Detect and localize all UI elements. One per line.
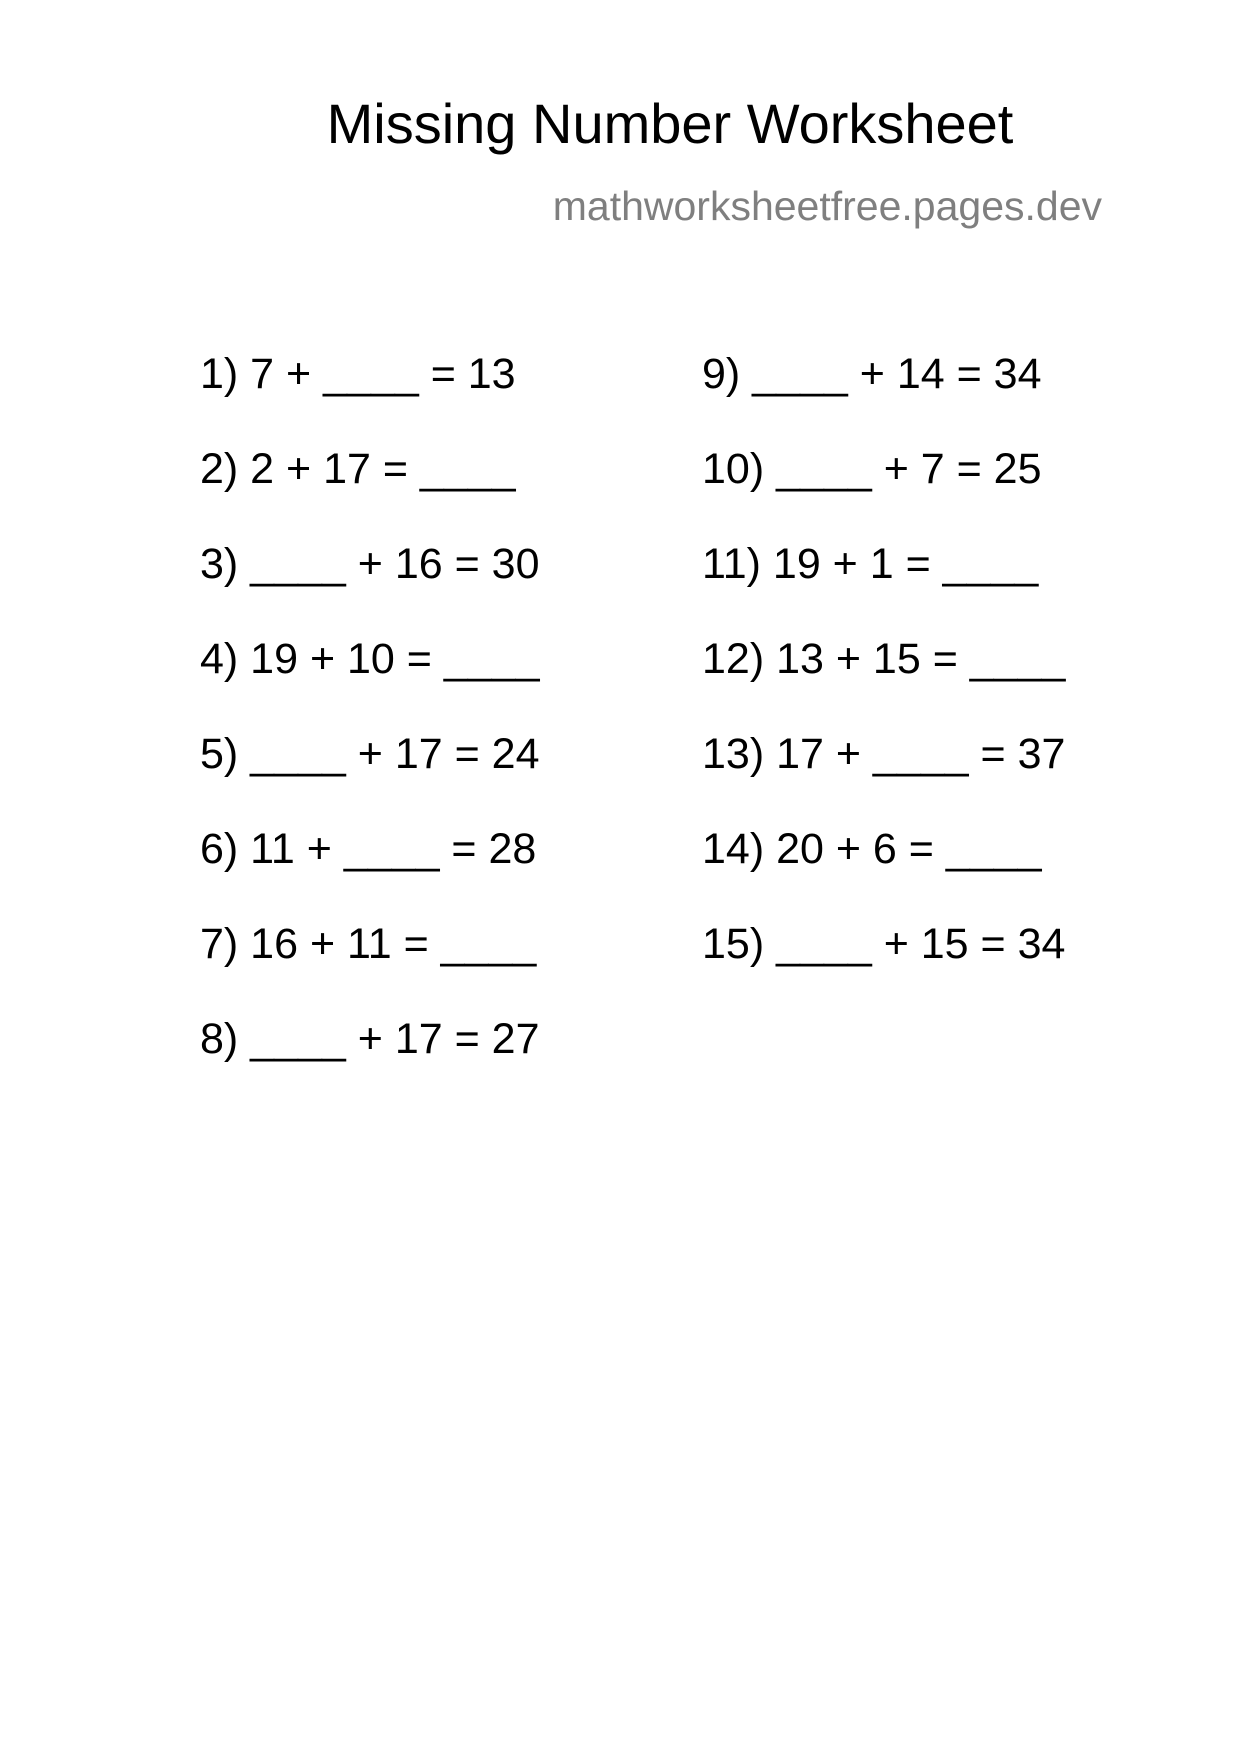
problem-14: 14) 20 + 6 = ____ (702, 825, 1042, 873)
source-url: mathworksheetfree.pages.dev (552, 183, 1102, 229)
page-title: Missing Number Worksheet (326, 92, 1014, 155)
problem-10: 10) ____ + 7 = 25 (702, 445, 1042, 493)
problem-4: 4) 19 + 10 = ____ (200, 635, 540, 683)
problem-1: 1) 7 + ____ = 13 (200, 350, 516, 398)
problem-5: 5) ____ + 17 = 24 (200, 730, 540, 778)
problem-6: 6) 11 + ____ = 28 (200, 825, 537, 873)
problem-15: 15) ____ + 15 = 34 (702, 920, 1066, 968)
problem-9: 9) ____ + 14 = 34 (702, 350, 1042, 398)
problem-13: 13) 17 + ____ = 37 (702, 730, 1066, 778)
problem-8: 8) ____ + 17 = 27 (200, 1015, 540, 1063)
problem-12: 12) 13 + 15 = ____ (702, 635, 1066, 683)
problem-2: 2) 2 + 17 = ____ (200, 445, 516, 493)
problem-7: 7) 16 + 11 = ____ (200, 920, 537, 968)
problem-11: 11) 19 + 1 = ____ (702, 540, 1039, 588)
problem-3: 3) ____ + 16 = 30 (200, 540, 540, 588)
